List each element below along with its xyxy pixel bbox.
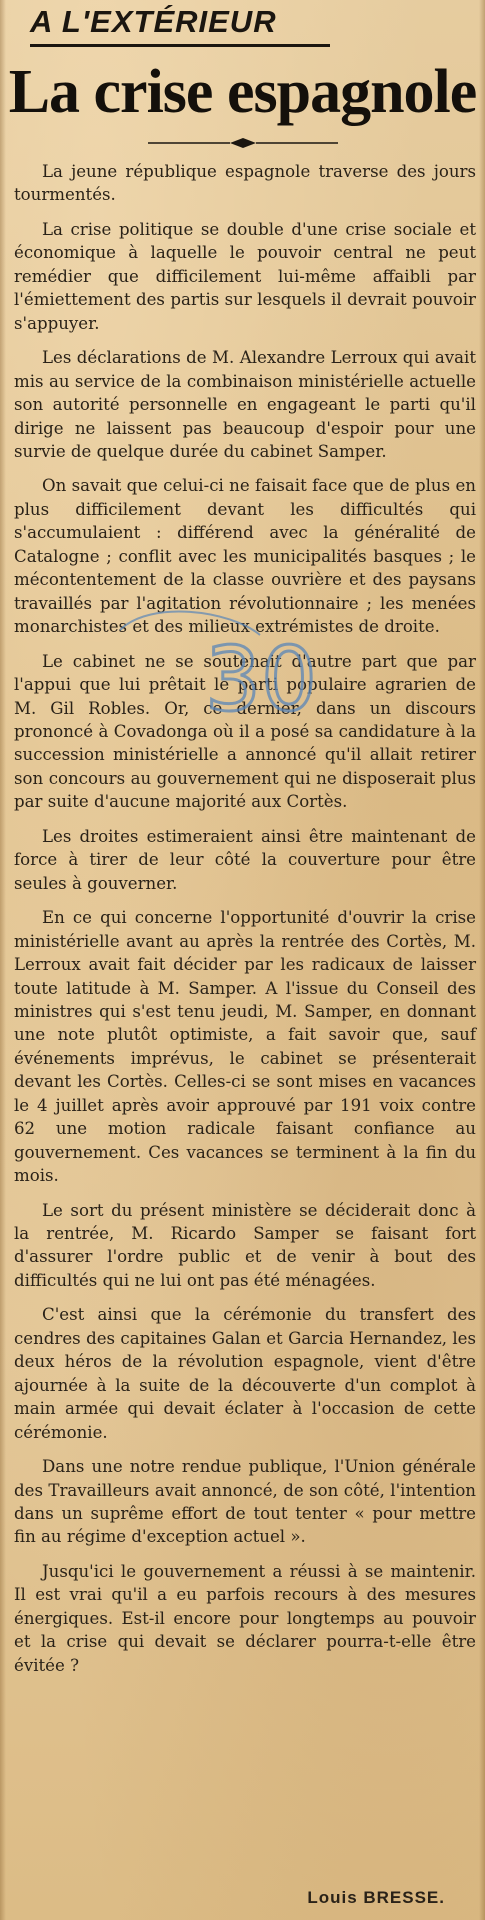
paragraph: On savait que celui-ci ne faisait face que de plus en plus difficilement devant les difficultés qui s'accumulaient : différend avec la généralité de Catalogne ; conflit avec les municipalités basques ; le mécontentement de la classe ouvrière et des paysans travaillés par l'agitation révolutionnaire ; les menées monarchistes et des milieux extrémistes de droite. [14, 476, 476, 637]
paragraph: En ce qui concerne l'opportunité d'ouvrir la crise ministérielle avant au après la rentrée des Cortès, M. Lerroux avait fait décider par les radicaux de laisser toute latitude à M. Samper. A l'issue du Conseil des ministres qui s'est tenu jeudi, M. Samper, en donnant une note plutôt optimiste, a fait savoir que, sauf événements imprévus, le cabinet se présenterait devant les Cortès. Celles-ci se sont mises en vacances le 4 juillet après avoir approuvé par 191 voix contre 62 une motion radicale faisant confiance au gouvernement. Ces vacances se terminent à la fin du mois. [14, 908, 476, 1186]
paragraph: Les droites estimeraient ainsi être maintenant de force à tirer de leur côté la couverture pour être seules à gouverner. [14, 826, 476, 893]
paper-edge-left [0, 0, 6, 1920]
article-body [14, 160, 476, 1688]
paper-edge-right [479, 0, 485, 1920]
paragraph: Le cabinet ne se soutenait d'autre part que par l'appui que lui prêtait le parti populaire agrarien de M. Gil Robles. Or, ce dernier, dans un discours prononcé à Covadonga où il a posé sa candidature à la succession ministérielle a annoncé qu'il allait retirer son concours au gouvernement qui ne disposerait plus par suite d'aucune majorité aux Cortès. [14, 651, 476, 812]
pencil-mark-text: 30 [205, 628, 317, 731]
paragraph: Jusqu'ici le gouvernement a réussi à se maintenir. Il est vrai qu'il a eu parfois recours à des mesures énergiques. Est-il encore pour longtemps au pouvoir et la crise qui devait se déclarer pourra-t-elle être évitée ? [14, 1561, 476, 1675]
article-headline: La crise espagnole [8, 58, 477, 126]
paragraph: Les déclarations de M. Alexandre Lerroux qui avait mis au service de la combinaison ministérielle actuelle son autorité personnelle en engageant le parti qu'il dirige ne laissent pas beaucoup d'espoir pour une survie de quelque durée du cabinet Samper. [14, 348, 476, 461]
paragraph: La crise politique se double d'une crise sociale et économique à laquelle le pouvoir central ne peut remédier que difficilement lui-même affaibli par l'émiettement des partis sur lesquels il devrait pouvoir s'appuyer. [14, 219, 476, 333]
paragraph: C'est ainsi que la cérémonie du transfert des cendres des capitaines Galan et Garcia Hernandez, les deux héros de la révolution espagnole, vient d'être ajournée à la suite de la découverte d'un complot à main armée qui devait éclater à l'occasion de cette cérémonie. [14, 1305, 476, 1442]
paragraph: Le sort du présent ministère se déciderait donc à la rentrée, M. Ricardo Samper se faisant fort d'assurer l'ordre public et de venir à bout des difficultés qui ne lui ont pas été ménagées. [14, 1200, 476, 1290]
paragraph: Dans une notre rendue publique, l'Union générale des Travailleurs avait annoncé, de son côté, l'intention dans un suprême effort de tout tenter « pour mettre fin au régime d'exception actuel ». [14, 1457, 476, 1547]
section-rubric: A L'EXTÉRIEUR [30, 4, 277, 39]
paragraph: La jeune république espagnole traverse des jours tourmentés. [14, 162, 476, 205]
ornament-divider-icon [148, 137, 338, 149]
rubric-underline [30, 44, 330, 47]
author-signature: Louis BRESSE. [307, 1888, 445, 1907]
